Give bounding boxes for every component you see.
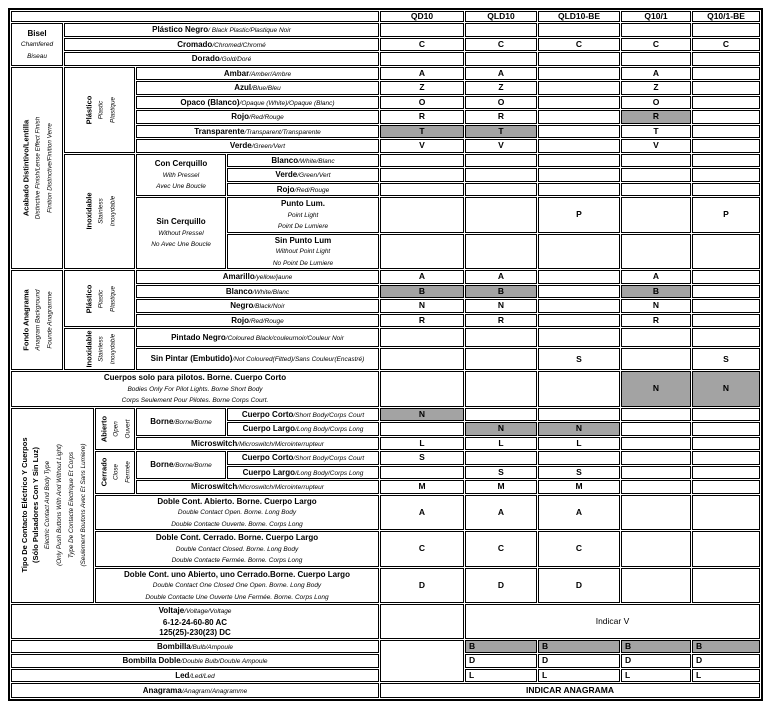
value-cell: B bbox=[621, 285, 691, 299]
row-label-rojo-inox: Rojo/Red/Rouge bbox=[227, 183, 379, 197]
value-cell: R bbox=[380, 314, 464, 328]
row-label-dorado: Dorado/Gold/Doré bbox=[64, 52, 379, 66]
value-cell: T bbox=[621, 125, 691, 139]
value-cell bbox=[692, 23, 760, 37]
col-header-qld10-be: QLD10-BE bbox=[538, 11, 620, 22]
col-header-q10-1-be: Q10/1-BE bbox=[692, 11, 760, 22]
value-cell: A bbox=[380, 495, 464, 531]
row-label-sin-punto-lum: Sin Punto Lum Without Point Light No Point De Lumiere bbox=[227, 234, 379, 270]
table-row bbox=[11, 408, 760, 422]
value-cell bbox=[465, 168, 537, 182]
value-cell bbox=[380, 348, 464, 370]
value-cell bbox=[380, 466, 464, 480]
value-cell: R bbox=[380, 110, 464, 124]
value-cell: C bbox=[538, 531, 620, 567]
value-cell: P bbox=[692, 197, 760, 233]
row-label-pintado-negro: Pintado Negro/Coloured Black/couleurnoir/Couleur Noir bbox=[136, 328, 379, 347]
value-cell bbox=[692, 568, 760, 604]
value-cell bbox=[621, 348, 691, 370]
value-cell: O bbox=[380, 96, 464, 110]
value-cell bbox=[692, 139, 760, 153]
header-spacer bbox=[11, 11, 379, 22]
value-cell: N bbox=[380, 299, 464, 313]
value-cell bbox=[692, 408, 760, 422]
value-cell: A bbox=[621, 270, 691, 284]
value-cell bbox=[692, 422, 760, 436]
value-cell bbox=[465, 197, 537, 233]
value-cell bbox=[692, 437, 760, 451]
value-cell: Z bbox=[465, 81, 537, 95]
value-cell bbox=[538, 96, 620, 110]
subsection-abierto: Abierto Open Ouvert bbox=[95, 408, 135, 451]
table-row bbox=[11, 640, 760, 654]
value-cell bbox=[465, 451, 537, 465]
value-cell: D bbox=[380, 568, 464, 604]
table-row bbox=[11, 371, 760, 407]
value-cell: R bbox=[621, 110, 691, 124]
value-cell: C bbox=[465, 38, 537, 52]
value-cell: L bbox=[380, 437, 464, 451]
value-cell: V bbox=[465, 139, 537, 153]
value-cell: A bbox=[465, 495, 537, 531]
subsection-cerrado: Cerrado Close Fermée bbox=[95, 451, 135, 494]
value-cell bbox=[465, 52, 537, 66]
value-cell: N bbox=[692, 371, 760, 407]
value-cell bbox=[621, 154, 691, 168]
row-label-negro-fondo: Negro/Black/Noir bbox=[136, 299, 379, 313]
spacer-qd10-bulbs bbox=[380, 640, 464, 683]
table-row bbox=[11, 270, 760, 284]
value-cell bbox=[692, 285, 760, 299]
row-label-rojo-acabado: Rojo/Red/Rouge bbox=[136, 110, 379, 124]
table-row bbox=[11, 531, 760, 567]
value-cell bbox=[621, 197, 691, 233]
row-label-amarillo: Amarillo/yellow/jaune bbox=[136, 270, 379, 284]
row-label-doble-abierto: Doble Cont. Abierto. Borne. Cuerpo Largo Double Contact Open. Borne. Long Body Double Contacte Ouverte. Borne. Corps Long bbox=[95, 495, 379, 531]
value-cell: A bbox=[465, 270, 537, 284]
row-label-verde-acabado: Verde/Green/Vert bbox=[136, 139, 379, 153]
value-cell: Z bbox=[621, 81, 691, 95]
value-cell bbox=[465, 23, 537, 37]
value-cell bbox=[621, 422, 691, 436]
value-cell: L bbox=[465, 669, 537, 683]
value-cell bbox=[538, 408, 620, 422]
row-label-microswitch-abierto: Microswitch/Microswitch/Microinterrupteur bbox=[136, 437, 379, 451]
value-cell: N bbox=[465, 422, 537, 436]
value-cell bbox=[538, 139, 620, 153]
value-cell bbox=[692, 270, 760, 284]
value-cell: N bbox=[621, 371, 691, 407]
value-cell: S bbox=[538, 348, 620, 370]
value-cell bbox=[692, 466, 760, 480]
row-label-anagrama: Anagrama/Anagram/Anagramme bbox=[11, 683, 379, 698]
value-cell: B bbox=[380, 285, 464, 299]
row-label-cuerpo-corto-abierto: Cuerpo Corto/Short Body/Corps Court bbox=[227, 408, 379, 422]
value-cell: L bbox=[621, 669, 691, 683]
value-cell bbox=[465, 348, 537, 370]
value-cell bbox=[380, 422, 464, 436]
value-cell bbox=[621, 234, 691, 270]
value-cell: N bbox=[538, 422, 620, 436]
value-cell bbox=[538, 299, 620, 313]
table-row bbox=[11, 23, 760, 37]
section-fondo-anagrama: Fondo Anagrama Anagram Background Founde Anagramme bbox=[11, 270, 63, 370]
value-cell: S bbox=[380, 451, 464, 465]
value-cell: D bbox=[465, 654, 537, 668]
value-cell: D bbox=[538, 654, 620, 668]
table-row bbox=[11, 11, 760, 22]
value-cell bbox=[538, 270, 620, 284]
row-label-blanco-fondo: Blanco/White/Blanc bbox=[136, 285, 379, 299]
value-cell bbox=[538, 371, 620, 407]
value-cell bbox=[692, 451, 760, 465]
value-cell bbox=[465, 328, 537, 347]
table-row bbox=[11, 683, 760, 698]
value-cell: S bbox=[538, 466, 620, 480]
value-cell: C bbox=[538, 38, 620, 52]
group-borne-abierto: Borne/Borne/Borne bbox=[136, 408, 226, 436]
table-row bbox=[11, 154, 760, 168]
value-cell bbox=[692, 495, 760, 531]
row-label-azul: Azul/Blue/Bleu bbox=[136, 81, 379, 95]
subsection-inoxidable: Inoxidable Stainless Inoxydable bbox=[64, 154, 135, 270]
value-cell bbox=[692, 328, 760, 347]
value-cell bbox=[692, 183, 760, 197]
group-sin-cerquillo: Sin Cerquillo Without Pressel No Avec Une Boucle bbox=[136, 197, 226, 269]
value-cell bbox=[538, 81, 620, 95]
subsection-plastico: Plástico Plastic Plastique bbox=[64, 67, 135, 153]
table-row bbox=[11, 328, 760, 347]
value-cell: D bbox=[465, 568, 537, 604]
value-cell bbox=[380, 328, 464, 347]
value-cell: M bbox=[380, 480, 464, 494]
value-cell bbox=[692, 110, 760, 124]
value-cell bbox=[380, 234, 464, 270]
value-cell bbox=[621, 495, 691, 531]
value-cell: A bbox=[465, 67, 537, 81]
row-label-sin-pintar: Sin Pintar (Embutido)/Not Coloured(Fitted)/Sans Couleur(Encastré) bbox=[136, 348, 379, 370]
value-cell: B bbox=[692, 640, 760, 654]
value-cell: M bbox=[465, 480, 537, 494]
col-header-qld10: QLD10 bbox=[465, 11, 537, 22]
value-cell: T bbox=[380, 125, 464, 139]
value-cell bbox=[692, 154, 760, 168]
value-cell bbox=[621, 328, 691, 347]
table-row bbox=[11, 495, 760, 531]
section-bisel: Bisel Chamfered Biseau bbox=[11, 23, 63, 66]
row-label-cromado: Cromado/Chromed/Chromé bbox=[64, 38, 379, 52]
value-cell bbox=[538, 67, 620, 81]
value-cell: Z bbox=[380, 81, 464, 95]
group-con-cerquillo: Con Cerquillo With Pressel Avec Une Boucle bbox=[136, 154, 226, 197]
row-label-rojo-fondo: Rojo/Red/Rouge bbox=[136, 314, 379, 328]
row-label-bombilla: Bombilla/Bulb/Ampoule bbox=[11, 640, 379, 654]
value-cell: L bbox=[538, 669, 620, 683]
value-cell: A bbox=[538, 495, 620, 531]
value-cell bbox=[380, 371, 464, 407]
row-label-verde-inox: Verde/Green/Vert bbox=[227, 168, 379, 182]
col-header-qd10: QD10 bbox=[380, 11, 464, 22]
value-cell bbox=[380, 183, 464, 197]
value-cell bbox=[621, 568, 691, 604]
value-cell bbox=[380, 168, 464, 182]
value-cell bbox=[380, 52, 464, 66]
value-cell bbox=[621, 531, 691, 567]
value-cell bbox=[380, 604, 464, 639]
value-cell: D bbox=[538, 568, 620, 604]
value-cell: V bbox=[621, 139, 691, 153]
value-cell bbox=[692, 480, 760, 494]
row-label-doble-cerrado: Doble Cont. Cerrado. Borne. Cuerpo Largo Double Contact Closed. Borne. Long Body Double Contacte Fermée. Borne. Corps Long bbox=[95, 531, 379, 567]
value-cell: N bbox=[380, 408, 464, 422]
value-cell bbox=[465, 183, 537, 197]
value-cell: T bbox=[465, 125, 537, 139]
value-cell: N bbox=[465, 299, 537, 313]
value-cell: C bbox=[465, 531, 537, 567]
value-cell: R bbox=[465, 314, 537, 328]
row-label-cuerpos-pilotos: Cuerpos solo para pilotos. Borne. Cuerpo Corto Bodies Only For Pilot Lights. Borne Short Body Corps Seulement Pour Pilotes. Borne Corps Court. bbox=[11, 371, 379, 407]
value-cell bbox=[621, 183, 691, 197]
table-row bbox=[11, 38, 760, 52]
value-cell bbox=[692, 81, 760, 95]
row-label-voltaje: Voltaje/Voltage/Voltage 6-12-24-60-80 AC 125(25)-230(23) DC bbox=[11, 604, 379, 639]
value-cell bbox=[538, 125, 620, 139]
value-cell: B bbox=[621, 640, 691, 654]
value-cell bbox=[692, 125, 760, 139]
value-cell: L bbox=[692, 669, 760, 683]
value-cell: C bbox=[621, 38, 691, 52]
value-cell: V bbox=[380, 139, 464, 153]
table-row bbox=[11, 67, 760, 81]
value-cell bbox=[692, 52, 760, 66]
row-label-plastico-negro: Plástico Negro/ Black Plastic/Plastique Noir bbox=[64, 23, 379, 37]
row-label-cuerpo-largo-cerrado: Cuerpo Largo/Long Body/Corps Long bbox=[227, 466, 379, 480]
value-cell bbox=[692, 168, 760, 182]
subsection-inoxidable-fondo: Inoxidable Stainless Inoxydable bbox=[64, 328, 135, 370]
row-label-microswitch-cerrado: Microswitch/Microswitch/Microinterrupteur bbox=[136, 480, 379, 494]
table-row bbox=[11, 451, 760, 465]
subsection-plastico-fondo: Plástico Plastic Plastique bbox=[64, 270, 135, 327]
spec-table bbox=[8, 8, 763, 701]
value-cell bbox=[465, 234, 537, 270]
value-cell: O bbox=[621, 96, 691, 110]
section-acabado-distintivo: Acabado Distintivo/Lentilla Distinctive Finish/Lense Effect Finish Finition Distinctive/Finition Verre bbox=[11, 67, 63, 270]
value-cell bbox=[692, 234, 760, 270]
value-cell: B bbox=[538, 640, 620, 654]
value-cell bbox=[692, 96, 760, 110]
value-cell bbox=[465, 154, 537, 168]
value-cell: M bbox=[538, 480, 620, 494]
value-cell bbox=[380, 197, 464, 233]
value-cell bbox=[538, 110, 620, 124]
value-cell bbox=[692, 67, 760, 81]
value-cell: A bbox=[621, 67, 691, 81]
value-cell bbox=[538, 168, 620, 182]
value-cell: A bbox=[380, 67, 464, 81]
value-cell: D bbox=[692, 654, 760, 668]
value-cell: L bbox=[465, 437, 537, 451]
value-cell: S bbox=[692, 348, 760, 370]
value-cell bbox=[380, 154, 464, 168]
value-cell: C bbox=[692, 38, 760, 52]
row-label-punto-lum: Punto Lum. Point Light Point De Lumiere bbox=[227, 197, 379, 233]
value-cell bbox=[621, 437, 691, 451]
value-cell: S bbox=[465, 466, 537, 480]
value-cell bbox=[692, 531, 760, 567]
value-cell bbox=[538, 154, 620, 168]
value-indicar-anagrama: INDICAR ANAGRAMA bbox=[380, 683, 760, 698]
value-cell: O bbox=[465, 96, 537, 110]
value-cell bbox=[538, 52, 620, 66]
row-label-doble-uno-abierto-uno-cerrado: Doble Cont. uno Abierto, uno Cerrado.Borne. Cuerpo Largo Double Contact One Closed One Open. Borne. Long Body Double Contacte Une Ouverte Une Fermée. Borne. Corps Long bbox=[95, 568, 379, 604]
value-cell bbox=[538, 183, 620, 197]
col-header-q10-1: Q10/1 bbox=[621, 11, 691, 22]
value-cell bbox=[621, 408, 691, 422]
value-cell bbox=[538, 314, 620, 328]
value-cell bbox=[538, 285, 620, 299]
section-tipo-contacto: Tipo De Contacto Eléctrico Y Cuerpos (Sólo Pulsadores Con Y Sin Luz) Electric Contact And Body Type (Only Push Buttons With And Without Light) Type De Contacte Electrique Et Corps (Seulement Boutons Avec Et Sans Lumiere) bbox=[11, 408, 94, 604]
value-cell: D bbox=[621, 654, 691, 668]
value-cell: R bbox=[621, 314, 691, 328]
value-cell bbox=[465, 408, 537, 422]
value-cell bbox=[538, 23, 620, 37]
value-cell bbox=[692, 314, 760, 328]
row-label-ambar: Ambar/Amber/Ambre bbox=[136, 67, 379, 81]
table-row bbox=[11, 604, 760, 639]
value-cell bbox=[538, 234, 620, 270]
value-cell bbox=[380, 23, 464, 37]
value-cell: A bbox=[380, 270, 464, 284]
row-label-cuerpo-corto-cerrado: Cuerpo Corto/Short Body/Corps Court bbox=[227, 451, 379, 465]
group-borne-cerrado: Borne/Borne/Borne bbox=[136, 451, 226, 479]
table-row bbox=[11, 52, 760, 66]
value-cell bbox=[621, 451, 691, 465]
value-cell: N bbox=[621, 299, 691, 313]
value-cell bbox=[621, 23, 691, 37]
value-cell bbox=[621, 480, 691, 494]
value-cell: P bbox=[538, 197, 620, 233]
value-cell: C bbox=[380, 531, 464, 567]
row-label-transparente: Transparente/Transparent/Transparente bbox=[136, 125, 379, 139]
value-cell: B bbox=[465, 640, 537, 654]
value-cell bbox=[621, 466, 691, 480]
value-cell: C bbox=[380, 38, 464, 52]
value-cell bbox=[621, 52, 691, 66]
value-cell: B bbox=[465, 285, 537, 299]
table-row bbox=[11, 568, 760, 604]
value-indicar-v: Indicar V bbox=[465, 604, 760, 639]
row-label-led: Led/Led/Led bbox=[11, 669, 379, 683]
row-label-cuerpo-largo-abierto: Cuerpo Largo/Long Body/Corps Long bbox=[227, 422, 379, 436]
value-cell: L bbox=[538, 437, 620, 451]
value-cell: R bbox=[465, 110, 537, 124]
value-cell bbox=[621, 168, 691, 182]
value-cell bbox=[538, 328, 620, 347]
value-cell bbox=[692, 299, 760, 313]
value-cell bbox=[538, 451, 620, 465]
value-cell bbox=[465, 371, 537, 407]
row-label-blanco-inox: Blanco/White/Blanc bbox=[227, 154, 379, 168]
row-label-bombilla-doble: Bombilla Doble/Double Bulb/Double Ampoule bbox=[11, 654, 379, 668]
row-label-opaco: Opaco (Blanco)/Opaque (White)/Opaque (Blanc) bbox=[136, 96, 379, 110]
